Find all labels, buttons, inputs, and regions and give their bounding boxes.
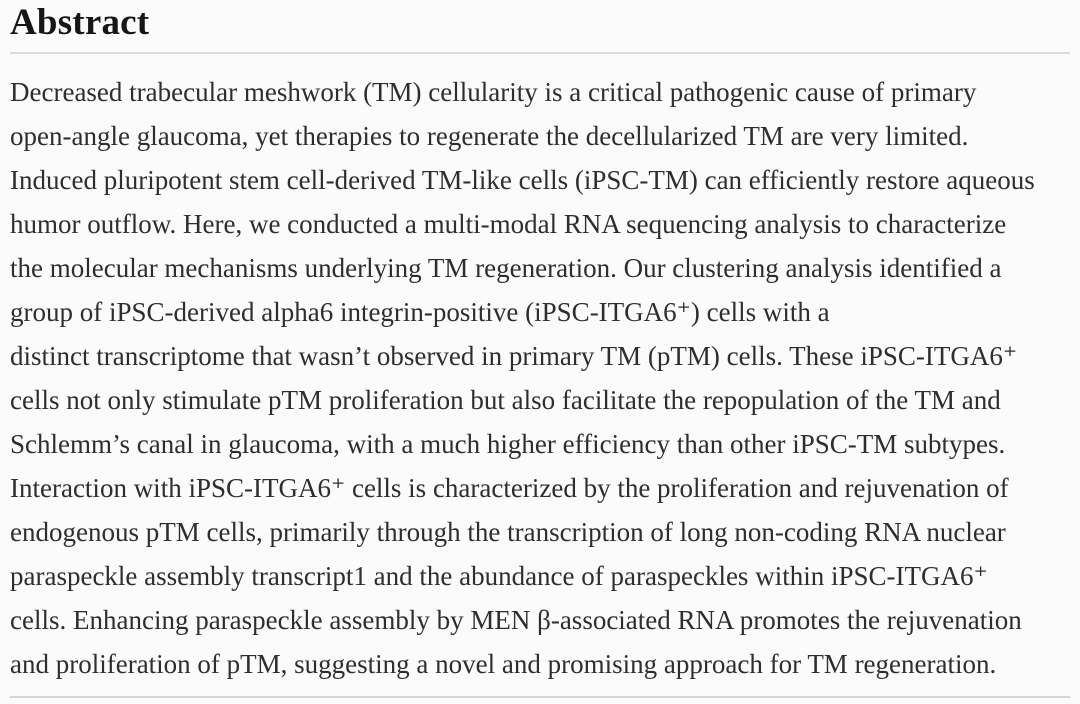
abstract-line: group of iPSC-derived alpha6 integrin-positive (iPSC-ITGA6⁺) cells with a (10, 297, 830, 327)
abstract-text (10, 70, 1070, 686)
abstract-line: paraspeckle assembly transcript1 and the abundance of paraspeckles within iPSC-ITGA6⁺ (10, 561, 988, 591)
abstract-section (0, 2, 1080, 698)
abstract-line: the molecular mechanisms underlying TM regeneration. Our clustering analysis identified a (10, 253, 1002, 283)
abstract-line: cells. Enhancing paraspeckle assembly by MEN β-associated RNA promotes the rejuvenation (10, 605, 1022, 635)
abstract-line: Interaction with iPSC-ITGA6⁺ cells is characterized by the proliferation and rejuvenation of (10, 473, 1009, 503)
abstract-line: Decreased trabecular meshwork (TM) cellularity is a critical pathogenic cause of primary (10, 77, 977, 107)
abstract-line: Induced pluripotent stem cell-derived TM-like cells (iPSC-TM) can efficiently restore aqueous (10, 165, 1035, 195)
abstract-line: and proliferation of pTM, suggesting a novel and promising approach for TM regeneration. (10, 649, 997, 679)
bottom-divider (10, 696, 1070, 698)
abstract-line: Schlemm’s canal in glaucoma, with a much higher efficiency than other iPSC-TM subtypes. (10, 429, 1006, 459)
abstract-line: endogenous pTM cells, primarily through the transcription of long non-coding RNA nuclear (10, 517, 1006, 547)
section-title: Abstract (10, 2, 150, 43)
abstract-line: cells not only stimulate pTM proliferation but also facilitate the repopulation of the TM and (10, 385, 1001, 415)
abstract-line: open-angle glaucoma, yet therapies to regenerate the decellularized TM are very limited. (10, 121, 969, 151)
abstract-line: humor outflow. Here, we conducted a multi-modal RNA sequencing analysis to characterize (10, 209, 1007, 239)
abstract-line: distinct transcriptome that wasn’t observed in primary TM (pTM) cells. These iPSC-ITGA6⁺ (10, 341, 1018, 371)
top-divider (10, 52, 1070, 54)
